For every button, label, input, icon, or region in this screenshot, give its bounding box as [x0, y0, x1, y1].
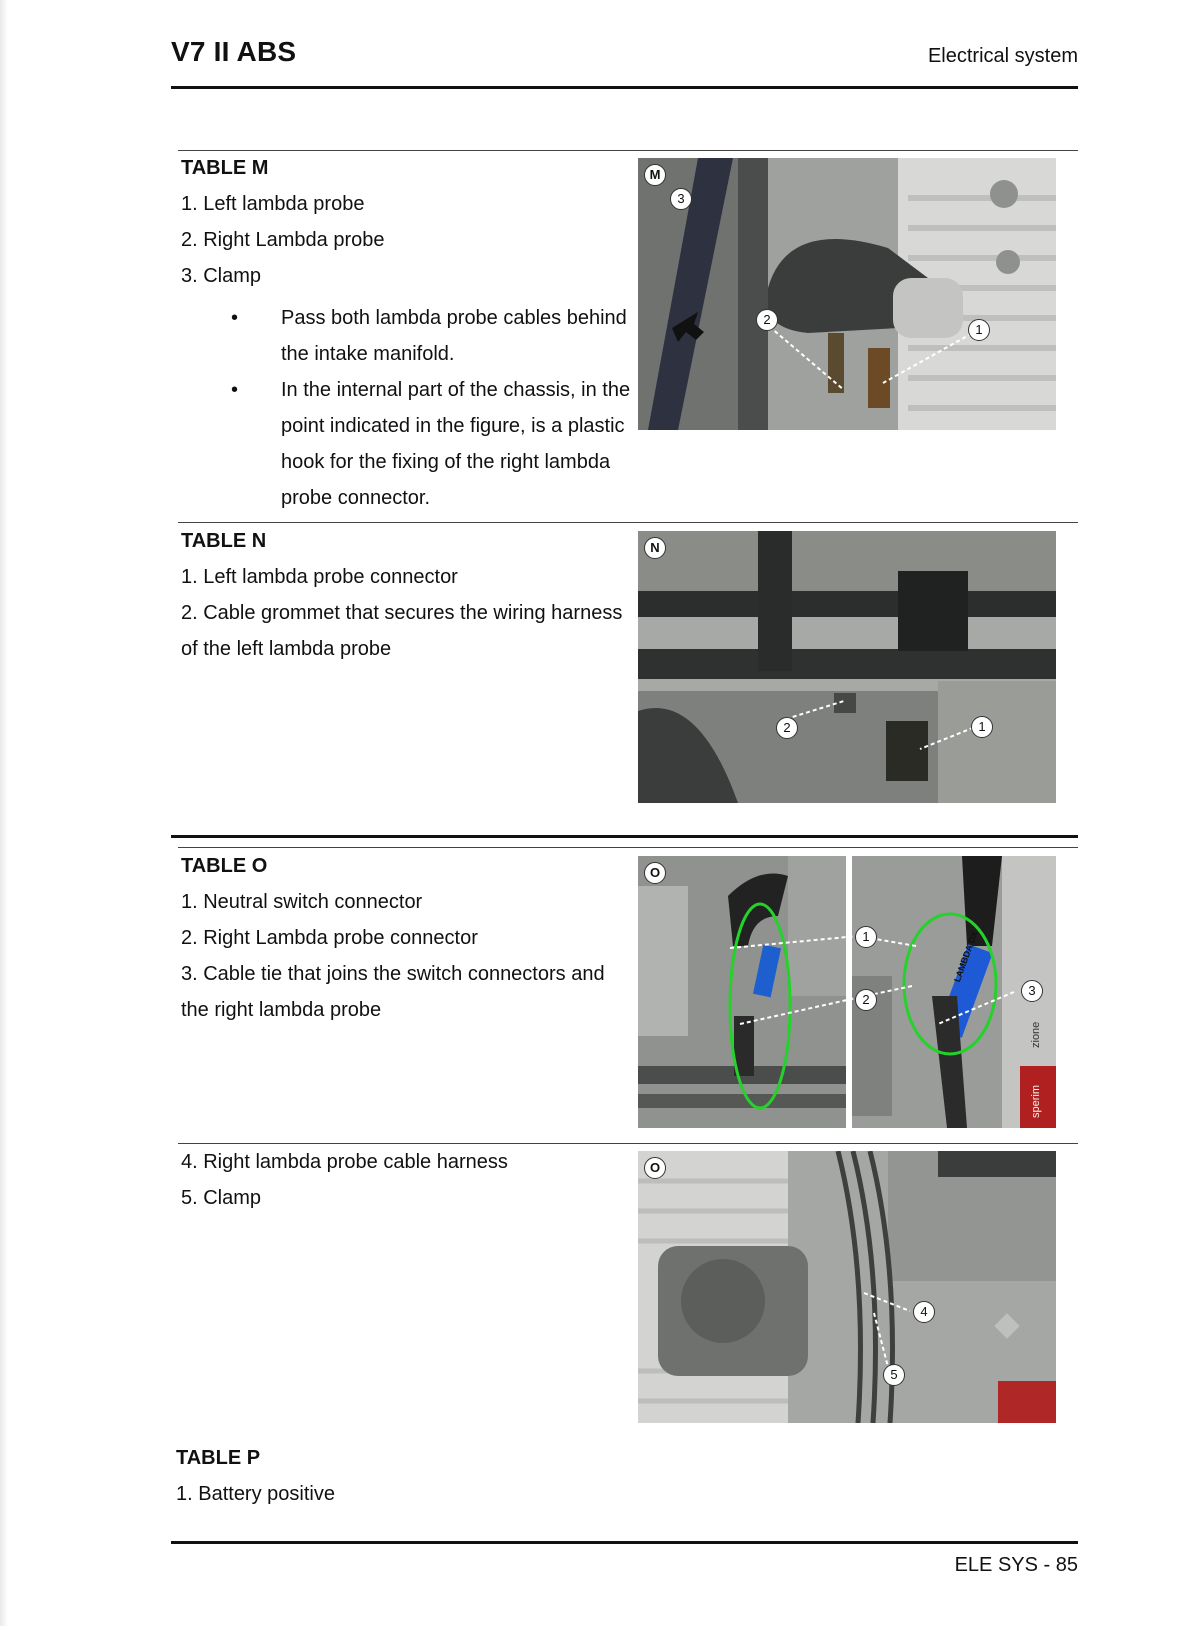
callout-badge: 1	[971, 716, 993, 738]
bullet-icon: •	[231, 379, 239, 401]
table-n-title: TABLE N	[181, 530, 267, 552]
figure-letter-badge: M	[644, 164, 666, 186]
table-p-title: TABLE P	[176, 1447, 261, 1469]
callout-badge: 1	[855, 926, 877, 948]
callout-badge: 2	[756, 309, 778, 331]
side-text: sperim	[1030, 1084, 1042, 1118]
table-o-item: 1. Neutral switch connector	[181, 891, 423, 913]
footer-rule	[171, 1541, 1078, 1544]
table-m-item: 2. Right Lambda probe	[181, 229, 385, 251]
figure-n-photo	[638, 531, 1056, 803]
table-n-item: 1. Left lambda probe connector	[181, 566, 458, 588]
table-n-text	[181, 523, 622, 667]
table-m-item: 1. Left lambda probe	[181, 193, 365, 215]
callout-badge: 4	[913, 1301, 935, 1323]
page-number: ELE SYS - 85	[954, 1554, 1078, 1576]
figure-letter-badge: N	[644, 537, 666, 559]
table-o-item: 3. Cable tie that joins the switch connectors and	[181, 963, 605, 985]
table-n-item: of the left lambda probe	[181, 638, 392, 660]
callout-badge: 5	[883, 1364, 905, 1386]
bullet-item: • Pass both lambda probe cables behind the intake manifold.	[231, 300, 630, 372]
tape-label: LAMBDA DX	[952, 929, 980, 984]
section-title: Electrical system	[927, 45, 1078, 67]
header-rule	[171, 86, 1078, 89]
side-text: zione	[1030, 1021, 1042, 1048]
table-o2-item: 5. Clamp	[181, 1187, 262, 1209]
table-o-item: 2. Right Lambda probe connector	[181, 927, 478, 949]
table-o2-text	[181, 1144, 508, 1216]
callout-badge: 2	[776, 717, 798, 739]
table-o-item: the right lambda probe	[181, 999, 382, 1021]
table-p-item: 1. Battery positive	[176, 1483, 335, 1505]
page-edge	[0, 0, 8, 1626]
bullet-icon: •	[231, 307, 239, 329]
figure-o-leaders	[638, 856, 1056, 1128]
callout-badge: 3	[1021, 980, 1043, 1002]
table-o-title: TABLE O	[181, 855, 268, 877]
table-m-bullets	[231, 300, 630, 516]
figure-m-photo	[638, 158, 1056, 430]
figure-letter-badge: O	[644, 1157, 666, 1179]
section-rule	[171, 835, 1078, 838]
table-m-title: TABLE M	[181, 157, 269, 179]
table-n-item: 2. Cable grommet that secures the wiring harness	[181, 602, 623, 624]
table-o-text	[181, 848, 605, 1028]
table-o2-item: 4. Right lambda probe cable harness	[181, 1151, 508, 1173]
figure-o2-photo	[638, 1151, 1056, 1423]
callout-badge: 2	[855, 989, 877, 1011]
table-m-text	[181, 150, 384, 294]
callout-badge: 3	[670, 188, 692, 210]
table-m-item: 3. Clamp	[181, 265, 262, 287]
bullet-item: • In the internal part of the chassis, in the point indicated in the figure, is a plastic hook for the fixing of the right lambda probe connector.	[231, 372, 630, 516]
table-p-text	[176, 1440, 335, 1512]
figure-letter-badge: O	[644, 862, 666, 884]
manual-title: V7 II ABS	[171, 36, 297, 67]
callout-badge: 1	[968, 319, 990, 341]
